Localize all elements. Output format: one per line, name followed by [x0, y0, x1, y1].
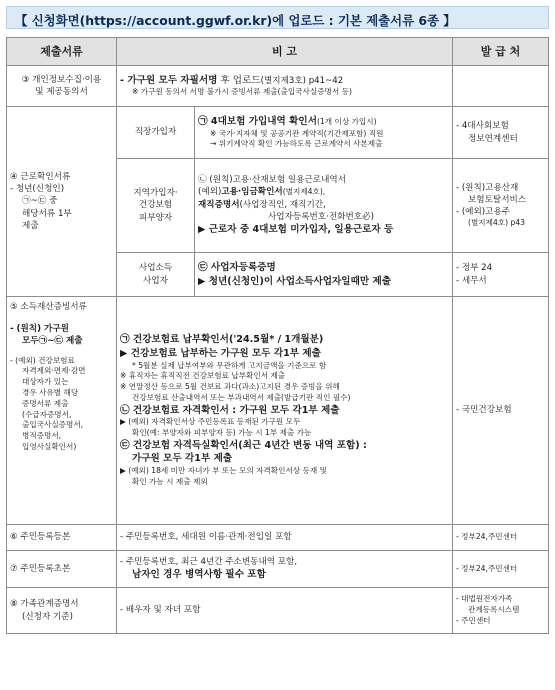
note-cell: ㉢ 사업자등록증명 ▶ 청년(신청인)이 사업소득사업자일때만 제출 [195, 253, 453, 297]
table-row [7, 66, 549, 107]
subtype-cell: 지역가입자· 건강보험 피부양자 [117, 159, 195, 253]
issuer-cell: - 국민건강보험 [453, 297, 549, 525]
note-cell: ㉠ 4대보험 가입내역 확인서(1개 이상 가입시) ※ 국가·지자체 및 공공기관 계약직(기간제포함) 직원 → 위기계약직 확인 가능하도록 근로계약서 사본제출 [195, 107, 453, 159]
issuer-cell: - 정부24,주민센터 [453, 551, 549, 588]
note-cell: - 배우자 및 자녀 포함 [117, 588, 453, 634]
doc-cell: ⑥ 주민등록등본 [7, 525, 117, 551]
note-cell: - 가구원 모두 자필서명 후 업로드(별지제3호) p41~42 ※ 가구원 동의서 서명 불가시 증빙서류 제출(출입국사실증명서 등) [117, 66, 453, 107]
issuer-cell: - 4대사회보험 정보연계센터 [453, 107, 549, 159]
issuer-cell [453, 66, 549, 107]
note-cell: - 주민등록번호, 최근 4년간 주소변동내역 포함, 남자인 경우 병역사항 필수 포함 [117, 551, 453, 588]
header-documents: 제출서류 [7, 38, 117, 66]
title-bar [6, 6, 549, 29]
page-title: 【 신청화면(https://account.ggwf.or.kr)에 업로드 : 기본 제출서류 6종 】 [15, 13, 456, 28]
table-row [7, 551, 549, 588]
header-issuer: 발 급 처 [453, 38, 549, 66]
doc-cell: ④ 근로확인서류 - 청년(신청인) ㉠~㉢ 중 해당서류 1부 제출 [7, 107, 117, 297]
doc-cell: ⑦ 주민등록초본 [7, 551, 117, 588]
subtype-cell: 직장가입자 [117, 107, 195, 159]
issuer-cell: - (원칙)고용산재 보험토탈서비스 - (예외)고용주 (별지제4호) p43 [453, 159, 549, 253]
issuer-cell: - 정부24,주민센터 [453, 525, 549, 551]
header-notes: 비 고 [117, 38, 453, 66]
document-table [6, 37, 549, 634]
table-row [7, 297, 549, 525]
table-row [7, 107, 549, 159]
issuer-cell: - 대법원전자가족 관계등록시스템 - 주민센터 [453, 588, 549, 634]
note-cell: - 주민등록번호, 세대원 이름·관계·전입일 포함 [117, 525, 453, 551]
subtype-cell: 사업소득 사업자 [117, 253, 195, 297]
doc-cell: ⑤ 소득재산증빙서류 - (원칙) 가구원 모두㉠~㉢ 제출 - (예외) 건강보험료 자격제외·면제·감면 대상자가 있는 경우 사유별 해당 증명서류 제출 (수급자증명서, 출입국사실증명서, 병적증명서, 입영사실확인서) [7, 297, 117, 525]
doc-cell: ③ 개인정보수집·이용 및 제공동의서 [7, 66, 117, 107]
doc-cell: ⑧ 가족관계증명서 (신청자 기준) [7, 588, 117, 634]
issuer-cell: - 정부 24 - 세무서 [453, 253, 549, 297]
note-cell: ㉠ 건강보험료 납부확인서('24.5월* / 1개월분) ▶ 건강보험료 납부하는 가구원 모두 각1부 제출 * 5월분 실제 납부여부와 무관하게 고지금액을 기준으로 함 ※ 휴직자는 휴직직전 건강보험료 납부확인서 제출 ※ 연말정산 등으로 5월 건보료 과다(과소)고지된 경우 증빙을 위해 건강보험료 산출내역서 또는 부과내역서 제출(발급기관 직인 필수) ㉡ 건강보험료 자격확인서 : 가구원 모두 각1부 제출 ▶ (예외) 자격확인서상 주민등록표 등재된 가구원 모두 확인(예: 부양자와 피부양자 등) 가능 시 1부 제출 가능 ㉢ 건강보험 자격득실확인서(최근 4년간 변동 내역 포함) : 가구원 모두 각1부 제출 ▶ (예외) 18세 미만 자녀가 부 또는 모의 자격확인서상 등재 및 확인 가능 시 제출 제외 [117, 297, 453, 525]
note-cell: ㉡ (원칙)고용·산재보험 일용근로내역서 (예외)고용·임금확인서(별지제4호), 재직증명서(사업장직인, 재직기간, 사업자등록번호·전화번호必) ▶ 근로자 중 4대보험 미가입자, 일용근로자 등 [195, 159, 453, 253]
table-row [7, 588, 549, 634]
table-row [7, 525, 549, 551]
header-row [7, 38, 549, 66]
